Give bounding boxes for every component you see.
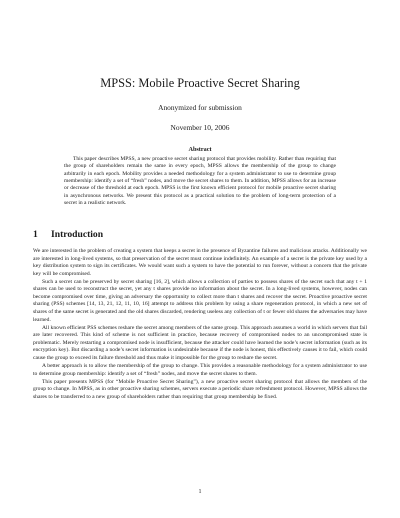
body-paragraph: A better approach is to allow the membership of the group to change. This provides a reasonable methodology for a system administrator to use to determine group membership: identify a set of “fresh” nodes, and move the secret shares to them. (33, 362, 367, 377)
body-paragraph: We are interested in the problem of creating a system that keeps a secret in the presence of Byzantine failures and malicious attacks. Additionally we are interested in long-lived systems, so that preservation of the secret must continue indefinitely. An example of a secret is the private key used by a key distribution system to sign its certificates. We would want such a system to have the potential to run forever, without a concern that the private key will be compromised. (33, 248, 367, 277)
paper-date: November 10, 2006 (170, 123, 230, 132)
abstract-heading: Abstract (188, 146, 212, 153)
paper-title: MPSS: Mobile Proactive Secret Sharing (100, 76, 300, 90)
paper-authors: Anonymized for submission (158, 103, 242, 112)
body-paragraph: This paper presents MPSS (for “Mobile Proactive Secret Sharing”), a new proactive secret sharing protocol that allows the members of the group to change. In MPSS, as in other proactive sharing schemes, servers execute a periodic share refreshment protocol. However, MPSS allows the shares to be transferred to a new group of shareholders rather than requiring that group membership be fixed. (33, 378, 367, 400)
section-heading (33, 229, 103, 240)
abstract-text: This paper describes MPSS, a new proactive secret sharing protocol that provides mobility. Rather than requiring that the group of shareholders remain the same in every epoch, MPSS allows the membership of the group to change arbitrarily in each epoch. Mobility provides a needed methodology for a system administrator to use to determine group membership: identify a set of “fresh” nodes, and move the secret shares to them. In addition, MPSS allows for an increase or decrease of the threshold at each epoch. MPSS is the first known efficient protocol for mobile proactive secret sharing in asynchronous networks. We present this protocol as a practical solution to the problem of long-term protection of a secret in a realistic network. (64, 156, 336, 207)
body-paragraph: Such a secret can be preserved by secret sharing [16, 2], which allows a collection of parties to possess shares of the secret such that any t + 1 shares can be used to reconstruct the secret, yet any t shares provide no information about the secret. In a long-lived systems, however, nodes can become compromised over time, giving an adversary the opportunity to collect more than t shares and recover the secret. Proactive proactive secret sharing (PSS) schemes [14, 13, 21, 12, 11, 10, 16] attempt to address this problem by using a share regeneration protocol, in which a new set of shares of the same secret is generated and the old shares discarded, rendering useless any collection of t or fewer old shares the adversaries may have learned. (33, 278, 367, 323)
section-number: 1 (33, 229, 38, 240)
section-body (33, 248, 367, 401)
section-title: Introduction (51, 229, 104, 240)
body-paragraph: All known efficient PSS schemes reshare the secret among members of the same group. This approach assumes a world in which servers that fail are later recovered. This kind of scheme is not sufficient in practice, because recovery of compromised nodes to an uncompromised state is problematic. Merely restarting a compromised node is insufficient, because the attacker could have learned the node’s secret information (such as its encryption key). But discarding a node’s secret information is undesirable because if the node is honest, this effectively causes it to fail, which could cause the group to exceed its failure threshold and thus make it impossible for the group to reshare the secret. (33, 324, 367, 361)
page-number: 1 (198, 489, 202, 495)
